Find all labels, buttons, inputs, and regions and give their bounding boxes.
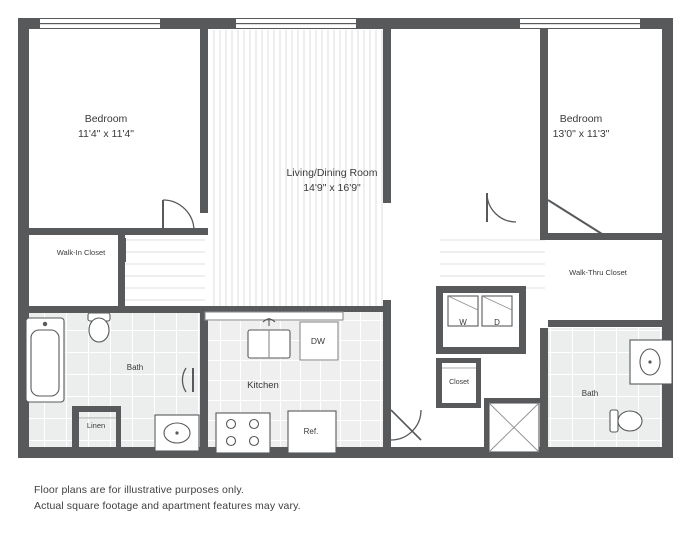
room-label: Bath: [581, 389, 599, 398]
appliance-label: Ref.: [303, 427, 319, 436]
room-label: Bedroom: [559, 113, 603, 125]
appliance-label: W: [459, 318, 467, 327]
disclaimer-line-1: Floor plans are for illustrative purposes only.: [34, 484, 244, 496]
room-label: Bedroom: [84, 113, 128, 125]
room-dimensions: 14'9" x 16'9": [303, 182, 361, 194]
room-label: Walk-In Closet: [56, 248, 106, 257]
disclaimer: [34, 482, 301, 514]
room-label: Linen: [86, 421, 106, 430]
vanity-right: [630, 340, 672, 384]
vanity-left: [155, 415, 199, 451]
room-label: Closet: [449, 379, 469, 386]
appliance-label: DW: [310, 336, 326, 346]
room-label: Living/Dining Room: [286, 167, 378, 179]
shower: [489, 403, 539, 452]
disclaimer-line-2: Actual square footage and apartment features may vary.: [34, 500, 301, 512]
appliance-label: D: [494, 318, 500, 327]
room-dimensions: 13'0" x 11'3": [552, 128, 610, 140]
room-label: Kitchen: [247, 380, 279, 391]
room-label: Bath: [126, 363, 144, 372]
toilet-left: [88, 313, 110, 342]
room-dimensions: 11'4" x 11'4": [77, 128, 135, 140]
range: [216, 413, 270, 453]
windows-top: [40, 19, 640, 28]
room-label: Walk-Thru Closet: [569, 268, 627, 277]
toilet-right: [610, 410, 642, 432]
